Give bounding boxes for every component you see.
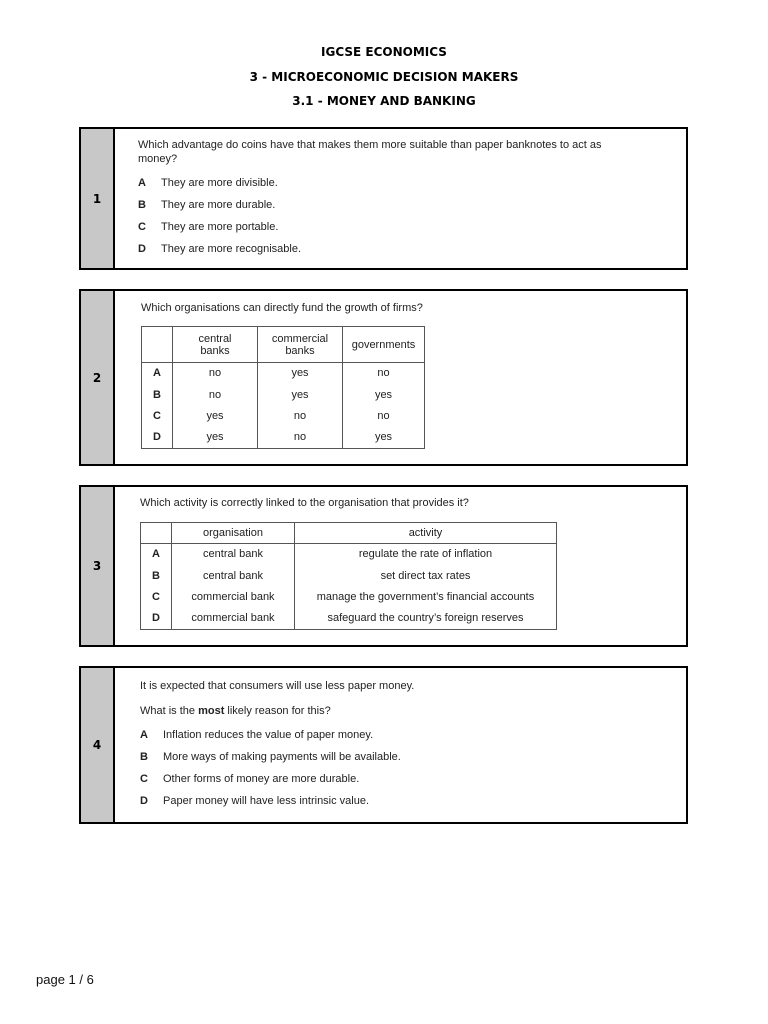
cell-organisation: central bank: [172, 543, 295, 565]
topic-title: 3.1 - MONEY AND BANKING: [292, 94, 476, 108]
question-number: 3: [81, 487, 115, 645]
question-2: [79, 289, 688, 466]
option-letter: A: [138, 177, 146, 189]
question-number: 4: [81, 668, 115, 822]
cell-governments: yes: [343, 384, 425, 405]
table-row: [142, 427, 425, 448]
answer-table: [140, 522, 557, 544]
table-row: [141, 586, 557, 608]
table-row: [142, 362, 425, 384]
cell-commercial: yes: [258, 362, 343, 384]
cell-organisation: commercial bank: [172, 608, 295, 629]
option-letter: D: [138, 243, 146, 255]
option-letter: B: [138, 199, 146, 211]
header-line: banks: [200, 344, 230, 357]
page-number: page 1 / 6: [36, 972, 94, 987]
header-organisation: organisation: [172, 523, 295, 544]
question-3: [79, 485, 688, 647]
option-text: They are more portable.: [161, 221, 279, 233]
question-stem: [138, 138, 602, 166]
table-row: [141, 543, 557, 565]
question-number: 1: [81, 129, 115, 268]
cell-activity: safeguard the country’s foreign reserves: [295, 608, 557, 629]
table-header-row: [141, 523, 557, 544]
answer-table: [141, 326, 425, 363]
cell-organisation: commercial bank: [172, 586, 295, 608]
table-row: [142, 384, 425, 405]
header-line: banks: [285, 344, 315, 357]
option-text: Paper money will have less intrinsic value.: [163, 795, 370, 807]
option-d: [140, 794, 369, 808]
prompt-text: What is the: [140, 705, 199, 717]
header-central-banks: [173, 327, 258, 363]
document-header: [0, 44, 768, 118]
cell-central: no: [173, 384, 258, 405]
option-b: [138, 198, 275, 212]
prompt-text: likely reason for this?: [224, 705, 331, 717]
cell-commercial: yes: [258, 384, 343, 405]
cell-commercial: no: [258, 405, 343, 427]
question-body: [115, 487, 686, 645]
cell-central: yes: [173, 405, 258, 427]
header-governments: governments: [343, 327, 425, 363]
course-title: IGCSE ECONOMICS: [321, 45, 447, 59]
option-letter: B: [140, 751, 148, 763]
question-body: [115, 668, 686, 822]
option-text: They are more recognisable.: [161, 243, 302, 255]
option-text: More ways of making payments will be available.: [163, 751, 401, 763]
cell-central: no: [173, 362, 258, 384]
row-letter: A: [142, 362, 173, 384]
row-letter: D: [142, 427, 173, 448]
question-stem: It is expected that consumers will use less paper money.: [140, 680, 415, 692]
question-number: 2: [81, 291, 115, 464]
table-header-row: [142, 327, 425, 363]
row-letter: C: [141, 586, 172, 608]
question-body: [115, 129, 686, 268]
row-letter: D: [141, 608, 172, 629]
option-text: Other forms of money are more durable.: [163, 773, 360, 785]
cell-governments: yes: [343, 427, 425, 448]
cell-governments: no: [343, 405, 425, 427]
cell-organisation: central bank: [172, 565, 295, 586]
header-commercial-banks: [258, 327, 343, 363]
blank-header-cell: [141, 523, 172, 544]
answer-table-body: [140, 543, 557, 630]
question-1: [79, 127, 688, 270]
unit-title: 3 - MICROECONOMIC DECISION MAKERS: [249, 69, 519, 84]
table-row: [141, 565, 557, 586]
row-letter: A: [141, 543, 172, 565]
cell-commercial: no: [258, 427, 343, 448]
option-letter: A: [140, 729, 148, 741]
stem-line: money?: [138, 153, 178, 165]
option-letter: C: [140, 773, 148, 785]
option-b: [140, 750, 401, 764]
question-body: [115, 291, 686, 464]
question-4: [79, 666, 688, 824]
option-letter: D: [140, 795, 148, 807]
question-prompt: [140, 704, 331, 718]
header-line: central: [198, 332, 232, 345]
option-letter: C: [138, 221, 146, 233]
header-activity: activity: [295, 523, 557, 544]
cell-activity: regulate the rate of inflation: [295, 543, 557, 565]
option-a: [138, 176, 278, 190]
cell-governments: no: [343, 362, 425, 384]
cell-activity: set direct tax rates: [295, 565, 557, 586]
option-c: [138, 220, 278, 234]
option-c: [140, 772, 359, 786]
table-row: [142, 405, 425, 427]
blank-header-cell: [142, 327, 173, 363]
option-d: [138, 242, 301, 256]
row-letter: C: [142, 405, 173, 427]
table-row: [141, 608, 557, 629]
option-a: [140, 728, 373, 742]
question-stem: Which activity is correctly linked to the organisation that provides it?: [140, 497, 469, 509]
cell-central: yes: [173, 427, 258, 448]
cell-activity: manage the government’s financial accounts: [295, 586, 557, 608]
question-stem: Which organisations can directly fund the growth of firms?: [141, 302, 423, 314]
option-text: They are more durable.: [161, 199, 276, 211]
header-line: commercial: [271, 332, 329, 345]
option-text: Inflation reduces the value of paper money.: [163, 729, 374, 741]
row-letter: B: [141, 565, 172, 586]
answer-table-body: [141, 362, 425, 449]
prompt-emphasis: most: [198, 705, 225, 717]
stem-line: Which advantage do coins have that makes them more suitable than paper banknotes to act as: [138, 139, 602, 151]
row-letter: B: [142, 384, 173, 405]
option-text: They are more divisible.: [161, 177, 278, 189]
